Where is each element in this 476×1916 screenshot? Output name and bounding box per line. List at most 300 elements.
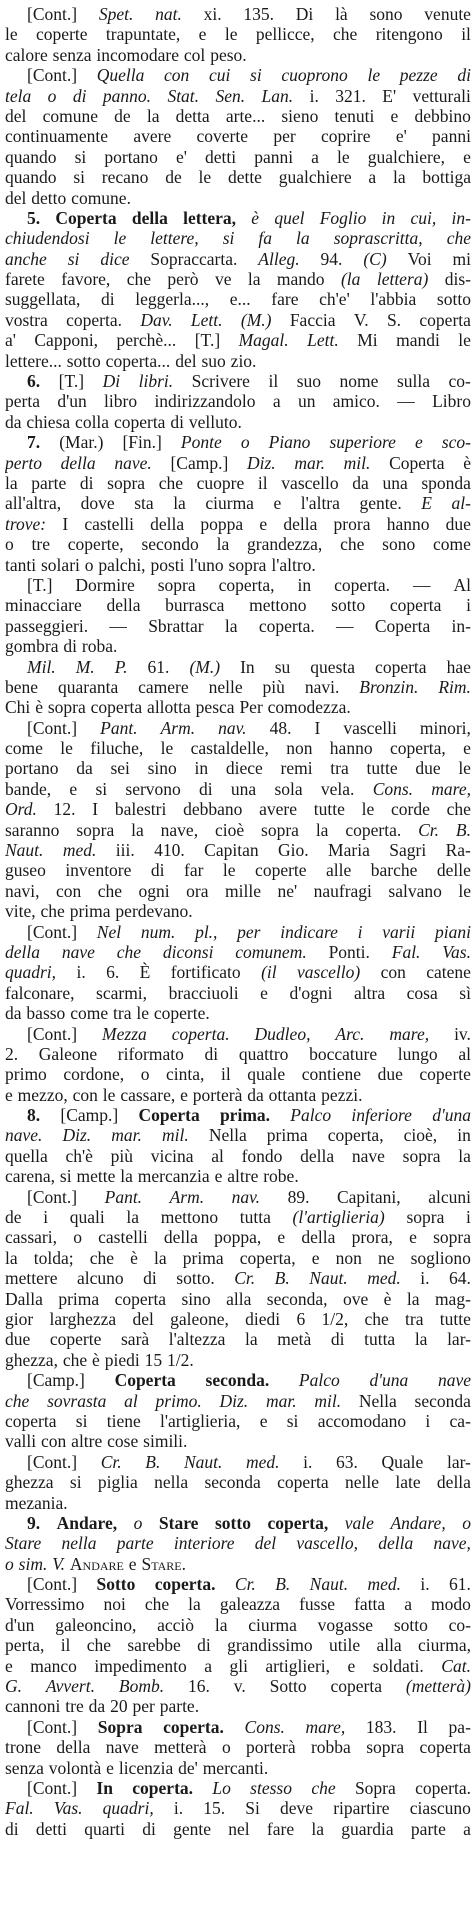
- word: del: [5, 105, 27, 126]
- word: [Cont.]: [27, 4, 78, 24]
- word: coperte: [255, 860, 307, 881]
- word: coperta,: [389, 738, 446, 759]
- word: fa: [258, 228, 273, 249]
- word: della: [163, 1227, 198, 1248]
- text-line: [5, 616, 471, 636]
- word: è: [463, 452, 471, 473]
- word: coperta: [330, 1676, 382, 1697]
- text-line: [5, 738, 471, 758]
- word: palchi,: [98, 554, 146, 575]
- word: coperta,: [218, 574, 275, 595]
- word: Sotto: [269, 1676, 307, 1697]
- word: bene: [5, 676, 39, 697]
- word: gombra: [5, 636, 59, 657]
- word: della: [378, 1533, 414, 1554]
- word: sei: [110, 758, 130, 779]
- word: vogasse: [317, 1614, 374, 1635]
- word: senza: [5, 1757, 44, 1778]
- word: che: [333, 24, 358, 45]
- word: coperta.: [258, 615, 315, 636]
- text-line: [5, 1350, 471, 1370]
- word: è: [130, 1247, 138, 1268]
- word: vetturali: [412, 85, 471, 106]
- word: per: [237, 921, 261, 942]
- word: mettono: [249, 595, 307, 616]
- word: questa: [310, 656, 356, 677]
- word: parte: [31, 472, 67, 493]
- word: di: [197, 1635, 211, 1656]
- word: i.: [420, 1268, 430, 1289]
- word: Lett.: [307, 330, 339, 351]
- word: o: [47, 85, 57, 106]
- text-line: [5, 24, 471, 44]
- text-line: [5, 840, 471, 860]
- word: mi: [452, 248, 471, 269]
- word: nave,: [160, 819, 199, 840]
- word: primo.: [155, 1390, 202, 1411]
- word: coperta,: [239, 1247, 296, 1268]
- word: ciurma,: [418, 1635, 471, 1656]
- word: che: [89, 1247, 115, 1268]
- text-line: [5, 1533, 471, 1553]
- word: indirizzandolo: [154, 391, 256, 412]
- word: mag-: [434, 1288, 471, 1309]
- word: sotto: [436, 289, 471, 310]
- word: di: [143, 1268, 157, 1289]
- word: Diz.: [62, 1125, 92, 1146]
- word: Cr.: [234, 1268, 256, 1289]
- word: coperta,: [327, 1125, 384, 1146]
- word: nave: [61, 941, 95, 962]
- word: 63.: [336, 1451, 358, 1472]
- word: il: [268, 371, 279, 392]
- word: a': [5, 330, 16, 351]
- word: 6: [296, 1309, 306, 1329]
- text-line: [5, 1452, 471, 1472]
- word: sino: [147, 758, 177, 779]
- word: 61.: [147, 656, 170, 677]
- word: di: [63, 636, 77, 657]
- word: mare,: [431, 778, 471, 799]
- text-line: [5, 412, 471, 432]
- word: del: [132, 1309, 154, 1329]
- word: quaranta: [57, 676, 119, 697]
- word: i: [466, 1207, 471, 1228]
- word: le: [458, 758, 471, 779]
- word: una: [382, 472, 408, 493]
- word: la: [392, 167, 406, 188]
- word: coperte: [419, 1064, 471, 1085]
- word: 16.: [187, 1676, 210, 1697]
- word: col: [183, 44, 206, 65]
- word: seconda: [204, 1472, 261, 1493]
- word: sono: [369, 4, 403, 24]
- word: [Cont.]: [27, 921, 78, 942]
- word: bande,: [5, 778, 52, 799]
- word: tutte: [366, 758, 398, 779]
- text-line: [5, 860, 471, 880]
- word: mil.: [314, 1390, 342, 1411]
- word: prima: [266, 1125, 308, 1146]
- word: ritengono: [375, 24, 443, 45]
- word: della: [5, 941, 40, 962]
- word: su: [274, 656, 291, 677]
- word: navi,: [5, 880, 40, 901]
- word: della: [301, 1227, 336, 1248]
- word: da: [76, 758, 93, 779]
- word: il: [461, 24, 471, 45]
- word: si: [250, 65, 262, 86]
- word: (M.): [189, 656, 221, 677]
- word: Nel: [96, 921, 122, 942]
- word: zio.: [230, 350, 257, 371]
- word: sono: [382, 534, 416, 555]
- text-line: [5, 1472, 471, 1492]
- text-line: [5, 1329, 471, 1349]
- word: la: [154, 1247, 167, 1268]
- word: B.: [145, 1451, 161, 1472]
- word: Diz.: [219, 1390, 249, 1411]
- word: ciurma: [205, 493, 254, 514]
- word: perdevano.: [115, 901, 193, 922]
- word: o: [5, 1553, 14, 1574]
- word: nave.: [114, 452, 152, 473]
- word: Cons.: [372, 778, 414, 799]
- word: parte: [116, 1533, 154, 1554]
- word: come: [70, 1003, 109, 1024]
- word: con: [164, 65, 190, 86]
- word: Capponi,: [34, 330, 99, 351]
- word: cui,: [410, 207, 437, 228]
- word: seconda.: [205, 1370, 270, 1391]
- word: e': [395, 126, 407, 147]
- word: accomodano: [317, 1410, 407, 1431]
- word: sopra: [402, 1145, 441, 1166]
- text-line: [5, 555, 471, 575]
- word: senza: [52, 44, 92, 65]
- word: [Cont.]: [27, 1574, 78, 1595]
- word: quadri,: [102, 1798, 154, 1819]
- word: due: [5, 1329, 31, 1350]
- word: tra: [330, 758, 349, 779]
- word: xi.: [203, 4, 222, 24]
- word: allotta: [147, 697, 191, 718]
- word: quarti: [84, 1818, 126, 1839]
- word: in: [457, 1125, 471, 1146]
- word: cui: [208, 65, 231, 86]
- text-line: [5, 126, 471, 146]
- word: comodezza.: [267, 697, 351, 718]
- word: Maria: [328, 840, 370, 861]
- word: recano: [101, 167, 149, 188]
- word: ch'è: [65, 1145, 93, 1166]
- word: 410.: [154, 840, 185, 861]
- word: coperta.: [163, 1716, 224, 1737]
- word: solari: [41, 554, 80, 575]
- word: diconsi: [162, 941, 214, 962]
- word: Sen.: [215, 85, 246, 106]
- word: di: [150, 860, 165, 881]
- word: Si: [245, 1798, 260, 1819]
- word: Cr.: [234, 1574, 256, 1595]
- word: sulla: [396, 371, 431, 392]
- word: è: [92, 1349, 100, 1370]
- word: mandi: [396, 330, 440, 351]
- word: —: [336, 615, 354, 636]
- text-line: [5, 799, 471, 819]
- word: Naut.: [309, 1574, 349, 1595]
- word: coperta: [113, 411, 166, 432]
- word: In: [240, 656, 255, 677]
- word: con: [56, 880, 82, 901]
- word: iv.: [454, 1023, 471, 1044]
- word: sim.: [18, 1553, 48, 1574]
- word: all'altra,: [5, 493, 62, 514]
- word: che: [446, 799, 471, 820]
- word: di: [79, 472, 94, 493]
- word: coperta.: [334, 574, 390, 595]
- word: Ponti.: [328, 941, 370, 962]
- word: falconare,: [5, 982, 75, 1003]
- word: la: [146, 105, 160, 126]
- word: due: [445, 513, 471, 534]
- word: a: [204, 1655, 212, 1676]
- word: si: [73, 167, 85, 188]
- word: mercanzia: [137, 1166, 210, 1187]
- text-line: [5, 1105, 471, 1125]
- text-line: [5, 1778, 471, 1798]
- word: si: [67, 248, 80, 269]
- word: i.: [303, 1451, 313, 1472]
- word: e: [277, 1227, 286, 1248]
- word: trove:: [5, 513, 47, 534]
- word: de': [178, 1757, 198, 1778]
- text-line: [5, 697, 471, 717]
- word: coperta: [5, 1410, 57, 1431]
- word: castelli: [84, 513, 134, 534]
- word: e: [390, 105, 399, 126]
- word: avere: [133, 126, 172, 147]
- word: 5.: [27, 207, 41, 228]
- word: num.: [140, 921, 176, 942]
- word: vela.: [320, 778, 355, 799]
- word: (C): [363, 248, 387, 269]
- word: prima.: [219, 1105, 271, 1126]
- word: prora,: [351, 1227, 393, 1248]
- word: chiesa: [26, 411, 71, 432]
- text-line: [5, 1615, 471, 1635]
- word: nelle: [208, 676, 243, 697]
- text-line: [5, 1146, 471, 1166]
- word: suo: [296, 371, 322, 392]
- word: le: [224, 24, 238, 45]
- word: boccature: [309, 1043, 378, 1064]
- word: bottiga: [422, 167, 471, 188]
- word: e: [409, 1227, 417, 1248]
- word: Fal.: [5, 1798, 34, 1819]
- word: [Cont.]: [27, 1023, 78, 1044]
- word: Al: [453, 574, 471, 595]
- text-line: [5, 1431, 471, 1451]
- word: Ponte: [180, 432, 222, 453]
- word: in: [194, 758, 209, 779]
- text-line: [5, 1798, 471, 1818]
- word: prima: [182, 1247, 224, 1268]
- word: i: [466, 595, 471, 616]
- word: minori,: [419, 717, 471, 738]
- word: ch'e': [319, 289, 350, 310]
- word: come: [5, 738, 43, 759]
- word: le: [361, 799, 375, 820]
- word: i.: [76, 962, 86, 983]
- word: ne: [377, 1247, 395, 1268]
- word: de: [114, 105, 131, 126]
- word: di: [199, 778, 213, 799]
- word: tanti: [5, 554, 37, 575]
- word: de: [165, 167, 182, 188]
- word: Stare: [158, 1512, 199, 1533]
- text-line: [5, 677, 471, 697]
- word: Cr.: [100, 1451, 122, 1472]
- word: due: [377, 1064, 403, 1085]
- word: valli: [5, 1431, 37, 1452]
- word: velluto.: [188, 411, 242, 432]
- word: che: [144, 1594, 170, 1615]
- text-line: [5, 351, 471, 371]
- word: che: [126, 269, 152, 290]
- word: la: [311, 1818, 324, 1839]
- word: Diz.: [246, 452, 276, 473]
- word: alla: [226, 1288, 252, 1309]
- word: stesso: [250, 1777, 292, 1798]
- word: Quale: [381, 1451, 424, 1472]
- word: mil.: [343, 452, 371, 473]
- word: coperte,: [67, 534, 124, 555]
- word: tela: [5, 85, 32, 106]
- word: sotto.: [176, 1268, 215, 1289]
- text-line: [5, 432, 471, 452]
- word: si: [69, 1472, 82, 1493]
- word: le: [367, 65, 381, 86]
- word: P.: [114, 656, 128, 677]
- word: sopra: [366, 1737, 405, 1758]
- word: cinta,: [166, 1064, 205, 1085]
- word: hae: [446, 656, 471, 677]
- word: [Cont.]: [27, 1777, 78, 1798]
- word: o: [5, 534, 14, 555]
- word: incomodare: [96, 44, 180, 65]
- word: che: [311, 1777, 336, 1798]
- word: tutte: [313, 799, 345, 820]
- word: Palco: [298, 1370, 340, 1391]
- word: far: [184, 860, 204, 881]
- word: di: [142, 1818, 156, 1839]
- word: I: [314, 717, 321, 738]
- word: coperta: [114, 1288, 167, 1309]
- word: ripartire: [333, 1798, 390, 1819]
- word: burrasca: [165, 595, 225, 616]
- word: 135.: [243, 4, 275, 24]
- text-line: [5, 208, 471, 228]
- word: nave: [105, 1737, 139, 1758]
- word: ciurma: [248, 1614, 297, 1635]
- word: le: [160, 738, 174, 759]
- word: i: [425, 1410, 431, 1431]
- word: e: [128, 1553, 137, 1574]
- word: chiudendosi: [5, 228, 90, 249]
- word: Di: [102, 371, 121, 392]
- word: cosa: [406, 982, 438, 1003]
- word: porterà: [192, 1084, 243, 1105]
- text-line: [5, 1248, 471, 1268]
- word: Nella: [358, 1390, 397, 1411]
- text-line: [5, 453, 471, 473]
- word: il: [60, 1635, 71, 1656]
- word: È: [139, 962, 151, 983]
- word: libro: [104, 391, 138, 412]
- word: quale: [247, 1064, 286, 1085]
- word: e: [311, 1247, 320, 1268]
- word: sotto: [393, 1614, 428, 1635]
- word: [Cont.]: [27, 717, 78, 738]
- word: barche: [370, 860, 418, 881]
- word: sieno: [281, 105, 319, 126]
- word: debbano: [183, 799, 243, 820]
- text-line: [5, 228, 471, 248]
- word: Galeone: [38, 1043, 98, 1064]
- word: coperta.: [415, 1777, 471, 1798]
- text-line: [5, 1574, 471, 1594]
- word: una: [230, 778, 257, 799]
- word: E: [421, 493, 432, 514]
- word: e: [463, 146, 471, 167]
- word: (l'artiglieria): [292, 1207, 385, 1228]
- word: Stare: [5, 1533, 42, 1554]
- word: Cr.: [418, 819, 440, 840]
- word: Lo: [212, 1777, 231, 1798]
- word: Sopraccarta.: [150, 248, 238, 269]
- word: metà: [277, 1329, 312, 1350]
- word: il: [257, 472, 268, 493]
- word: 6.: [27, 371, 41, 392]
- word: cuoprono: [281, 65, 348, 86]
- word: venute: [424, 4, 471, 24]
- word: la: [214, 1614, 228, 1635]
- word: navi.: [304, 676, 340, 697]
- word: la: [173, 493, 186, 514]
- word: [Camp.]: [60, 1105, 119, 1126]
- word: co-: [448, 371, 471, 392]
- word: o: [221, 1737, 231, 1758]
- word: Pant.: [100, 717, 138, 738]
- word: perchè...: [116, 330, 177, 351]
- word: robe.: [263, 1166, 299, 1187]
- text-line: [5, 1717, 471, 1737]
- word: simili.: [143, 1431, 188, 1452]
- word: della: [150, 513, 185, 534]
- word: tiene: [106, 1410, 141, 1431]
- word: altra: [354, 982, 386, 1003]
- word: e: [260, 982, 268, 1003]
- word: là: [335, 4, 348, 24]
- word: robba: [310, 1737, 351, 1758]
- word: bracciuoli: [168, 982, 239, 1003]
- word: per: [132, 1696, 155, 1717]
- text-line: [5, 1676, 471, 1696]
- word: de: [5, 1207, 22, 1228]
- word: Arm.: [160, 717, 196, 738]
- word: si: [286, 1410, 299, 1431]
